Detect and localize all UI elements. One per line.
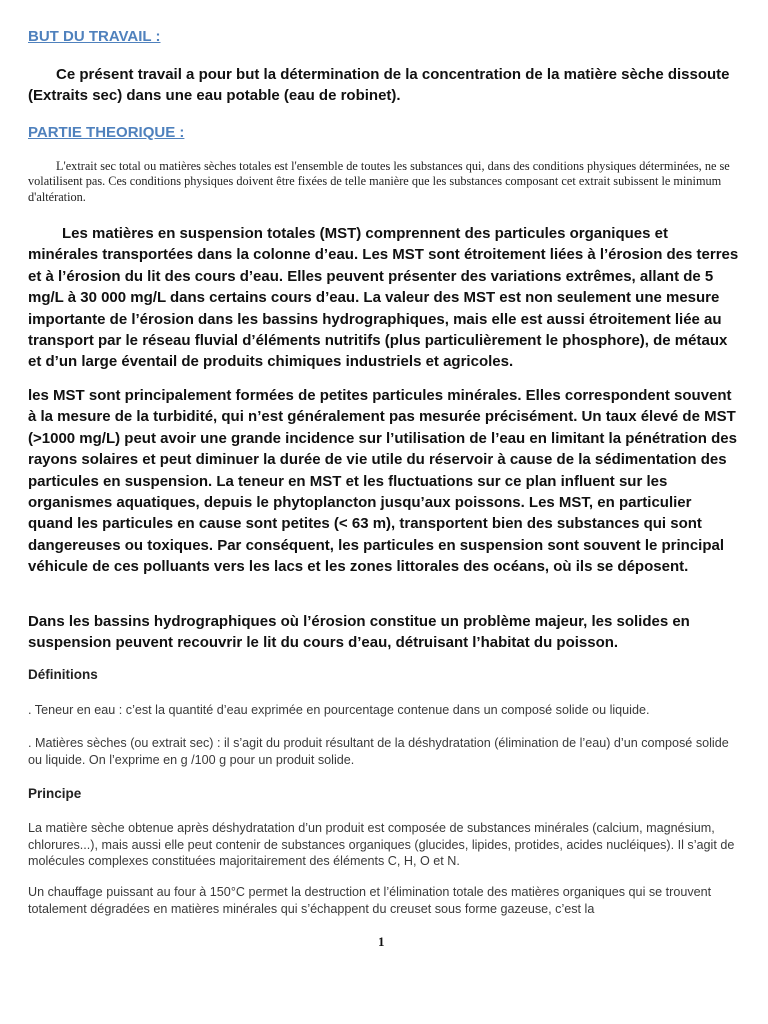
page-number: 1: [378, 934, 385, 949]
mst-paragraph-3: Dans les bassins hydrographiques où l’érosion constitue un problème majeur, les solides en suspension peuvent recouvrir le lit du cours d’eau, détruisant l’habitat du poisson.: [28, 613, 690, 652]
principe-paragraph-1: La matière sèche obtenue après déshydratation d’un produit est composée de substances minérales (calcium, magnésium, chlorures...), mais aussi elle peut contenir de substances organiques (glucides, lipides, protides, acides nucléiques). Il s’agit de molécules complexes constituées majoritairement des éléments C, H, O et N.: [28, 821, 735, 868]
extrait-paragraph: L'extrait sec total ou matières sèches totales est l'ensemble de toutes les substances qui, dans des conditions physiques déterminées, ne se volatilisent pas. Ces conditions physiques doivent être fixées de telle manière que les substances composant cet extrait subissent le minimum d'altération.: [28, 159, 730, 204]
definitions-heading: Définitions: [28, 667, 98, 682]
definition-teneur: . Teneur en eau : c’est la quantité d’eau exprimée en pourcentage contenue dans un composé solide ou liquide.: [28, 703, 650, 717]
mst-paragraph-1: Les matières en suspension totales (MST) comprennent des particules organiques et minérales transportées dans la colonne d’eau. Les MST sont étroitement liées à l’érosion des terres et à l’érosion du lit des cours d’eau. Elles peuvent présenter des variations extrêmes, allant de 5 mg/L à 30 000 mg/L dans certains cours d’eau. La valeur des MST est non seulement une mesure importante de l’érosion dans les bassins hydrographiques, mais elle est aussi étroitement liée au transport par le réseau fluvial d’éléments nutritifs (plus particulièrement le phosphore), de métaux et d’un large éventail de produits chimiques industriels et agricoles.: [28, 225, 739, 371]
but-paragraph: Ce présent travail a pour but la détermination de la concentration de la matière sèche dissoute (Extraits sec) dans une eau potable (eau de robinet).: [28, 66, 730, 105]
theorique-heading: PARTIE THEORIQUE :: [28, 124, 185, 141]
mst-paragraph-2: les MST sont principalement formées de petites particules minérales. Elles correspondent souvent à la mesure de la turbidité, qui n’est généralement pas mesurée précisément. Un taux élevé de MST (>1000 mg/L) peut avoir une grande incidence sur l’utilisation de l’eau en limitant la pénétration des rayons solaires et peut diminuer la durée de vie utile du réservoir à cause de la sédimentation des particules en suspension. La teneur en MST et les fluctuations sur ce plan influent sur les organismes aquatiques, depuis le phytoplancton jusqu’aux poissons. Les MST, en particulier quand les particules en cause sont petites (< 63 m), transportent bien des substances qui sont dangereuses ou toxiques. Par conséquent, les particules en suspension sont souvent le principal véhicule de ces polluants vers les lacs et les zones littorales des océans, où ils se déposent.: [28, 387, 737, 576]
but-heading: BUT DU TRAVAIL :: [28, 28, 161, 45]
definition-matieres: . Matières sèches (ou extrait sec) : il s’agit du produit résultant de la déshydratation (élimination de l’eau) d’un composé solide ou liquide. On l’exprime en g /100 g pour un produit solide.: [28, 736, 729, 767]
principe-paragraph-2: Un chauffage puissant au four à 150°C permet la destruction et l’élimination totale des matières organiques qui se trouvent totalement dégradées en matières minérales qui s’échappent du creuset sous forme gazeuse, c’est la: [28, 885, 712, 916]
principe-heading: Principe: [28, 786, 82, 801]
